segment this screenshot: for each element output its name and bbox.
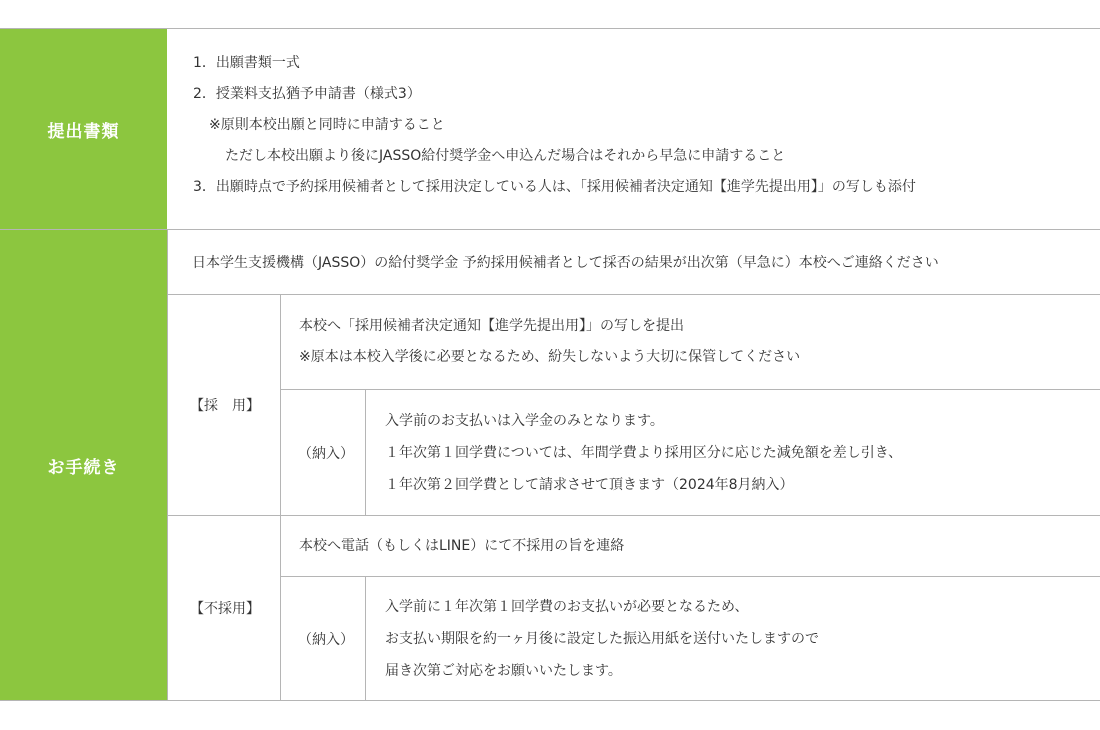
adopted-line: 本校へ「採用候補者決定通知【進学先提出用】」の写しを提出 xyxy=(299,318,684,334)
payment-line: １年次第２回学費として請求させて頂きます（2024年8月納入） xyxy=(385,476,794,493)
rejected-content xyxy=(280,516,1100,700)
submission-note: ただし本校出願より後にJASSO給付奨学金へ申込んだ場合はそれから早急に申請すること xyxy=(225,148,786,164)
adopted-instructions xyxy=(281,295,1100,389)
procedure-body xyxy=(167,230,1100,700)
submission-heading: 提出書類 xyxy=(0,29,167,229)
rejected-line: 本校へ電話（もしくはLINE）にて不採用の旨を連絡 xyxy=(299,537,625,554)
submission-row xyxy=(0,28,1100,229)
rejected-payment-text xyxy=(365,577,1100,700)
payment-line: 入学前に１年次第１回学費のお支払いが必要となるため、 xyxy=(385,598,749,615)
procedure-intro: 日本学生支援機構（JASSO）の給付奨学金 予約採用候補者として採否の結果が出次第（早急に）本校へご連絡ください xyxy=(167,230,1100,294)
adopted-payment-label: （納入） xyxy=(298,445,354,462)
payment-line: 入学前のお支払いは入学金のみとなります。 xyxy=(385,412,664,429)
submission-list xyxy=(167,29,1100,229)
procedure-heading: お手続き xyxy=(0,230,167,700)
adopted-section xyxy=(167,294,1100,515)
rejected-section xyxy=(167,515,1100,700)
adopted-content xyxy=(280,295,1100,515)
payment-line: 届き次第ご対応をお願いいたします。 xyxy=(385,662,622,679)
rejected-payment-label: （納入） xyxy=(298,631,354,648)
adopted-payment xyxy=(281,389,1100,515)
adopted-line: ※原本は本校入学後に必要となるため、紛失しないよう大切に保管してください xyxy=(299,349,801,365)
rejected-instructions xyxy=(281,516,1100,576)
adopted-payment-text xyxy=(365,390,1100,515)
rejected-label: 【不採用】 xyxy=(167,516,280,700)
rejected-payment xyxy=(281,576,1100,700)
info-table xyxy=(0,28,1100,701)
adopted-label: 【採 用】 xyxy=(167,295,280,515)
payment-line: １年次第１回学費については、年間学費より採用区分に応じた減免額を差し引き、 xyxy=(385,444,903,461)
procedure-row xyxy=(0,229,1100,701)
payment-line: お支払い期限を約一ヶ月後に設定した振込用紙を送付いたしますので xyxy=(385,630,819,647)
submission-line: 3．出願時点で予約採用候補者として採用決定している人は、「採用候補者決定通知【進学先提出用】」の写しも添付 xyxy=(193,179,916,195)
submission-line: 1．出願書類一式 xyxy=(193,55,300,71)
submission-note: ※原則本校出願と同時に申請すること xyxy=(209,117,445,133)
submission-line: 2．授業料支払猶予申請書（様式3） xyxy=(193,86,421,102)
